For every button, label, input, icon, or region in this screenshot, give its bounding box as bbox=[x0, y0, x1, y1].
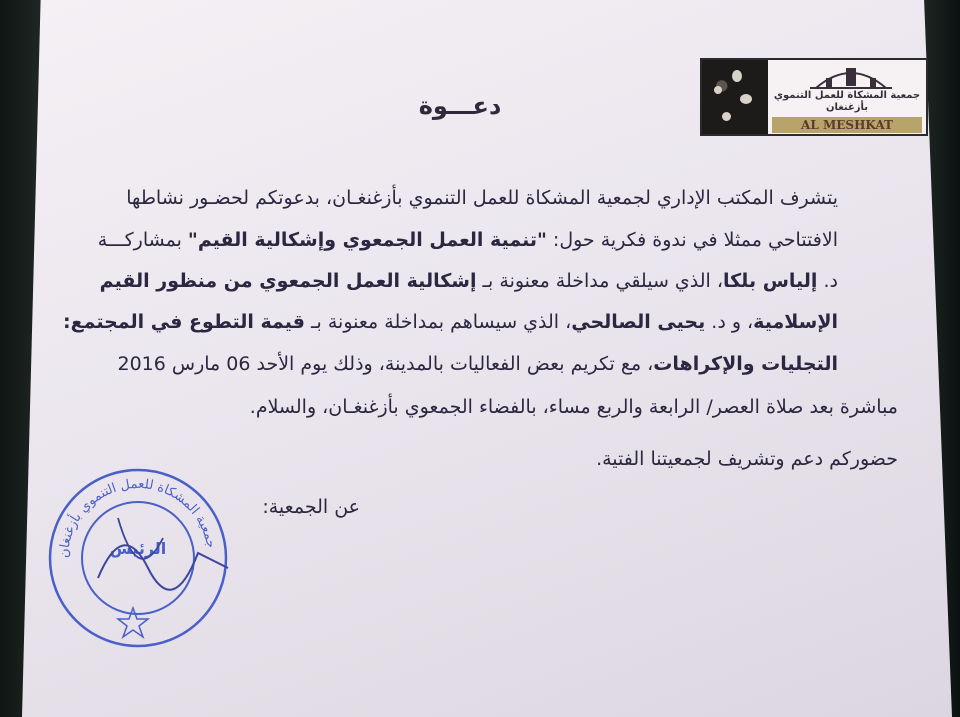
body-line-3: د. إلياس بلكا، الذي سيلقي مداخلة معنونة بـ إشكالية العمل الجمعوي من منظور القيم bbox=[99, 270, 838, 292]
body-line-5: التجليات والإكراهات، مع تكريم بعض الفعاليات بالمدينة، وذلك يوم الأحد 06 مارس 2016 bbox=[117, 353, 838, 375]
body-line-7: حضوركم دعم وتشريف لجمعيتنا الفتية. bbox=[596, 448, 898, 470]
mosque-lamp-icon bbox=[806, 64, 896, 90]
stamp-ring-text: جمعية المشكاة للعمل التنموي بأزغنغان bbox=[56, 476, 219, 559]
body-line-2: الافتتاحي ممثلا في ندوة فكرية حول: "تنمية العمل الجمعوي وإشكالية القيم" بمشاركـــة bbox=[97, 229, 838, 251]
logo-latin-name: AL MESHKAT bbox=[772, 117, 922, 133]
body-line-4: الإسلامية، و د. يحيى الصالحي، الذي سيساهم بمداخلة معنونة بـ قيمة التطوع في المجتمع: bbox=[63, 311, 838, 333]
signature-label: عن الجمعية: bbox=[262, 496, 360, 518]
association-stamp bbox=[28, 458, 248, 658]
body-line-6: مباشرة بعد صلاة العصر/ الرابعة والربع مساء، بالفضاء الجمعوي بأزغنغـان، والسلام. bbox=[249, 396, 898, 418]
body-line-1: يتشرف المكتب الإداري لجمعية المشكاة للعمل التنموي بأزغنغـان، بدعوتكم لحضـور نشاطها bbox=[126, 187, 838, 209]
invitation-title: دعـــوة bbox=[418, 92, 502, 120]
stamp-center-text: الرئيس bbox=[109, 539, 167, 558]
logo-photo bbox=[702, 60, 768, 134]
association-logo bbox=[700, 58, 928, 136]
logo-arabic-name: جمعية المشكاة للعمل التنموي بأزغنغان bbox=[773, 90, 921, 113]
